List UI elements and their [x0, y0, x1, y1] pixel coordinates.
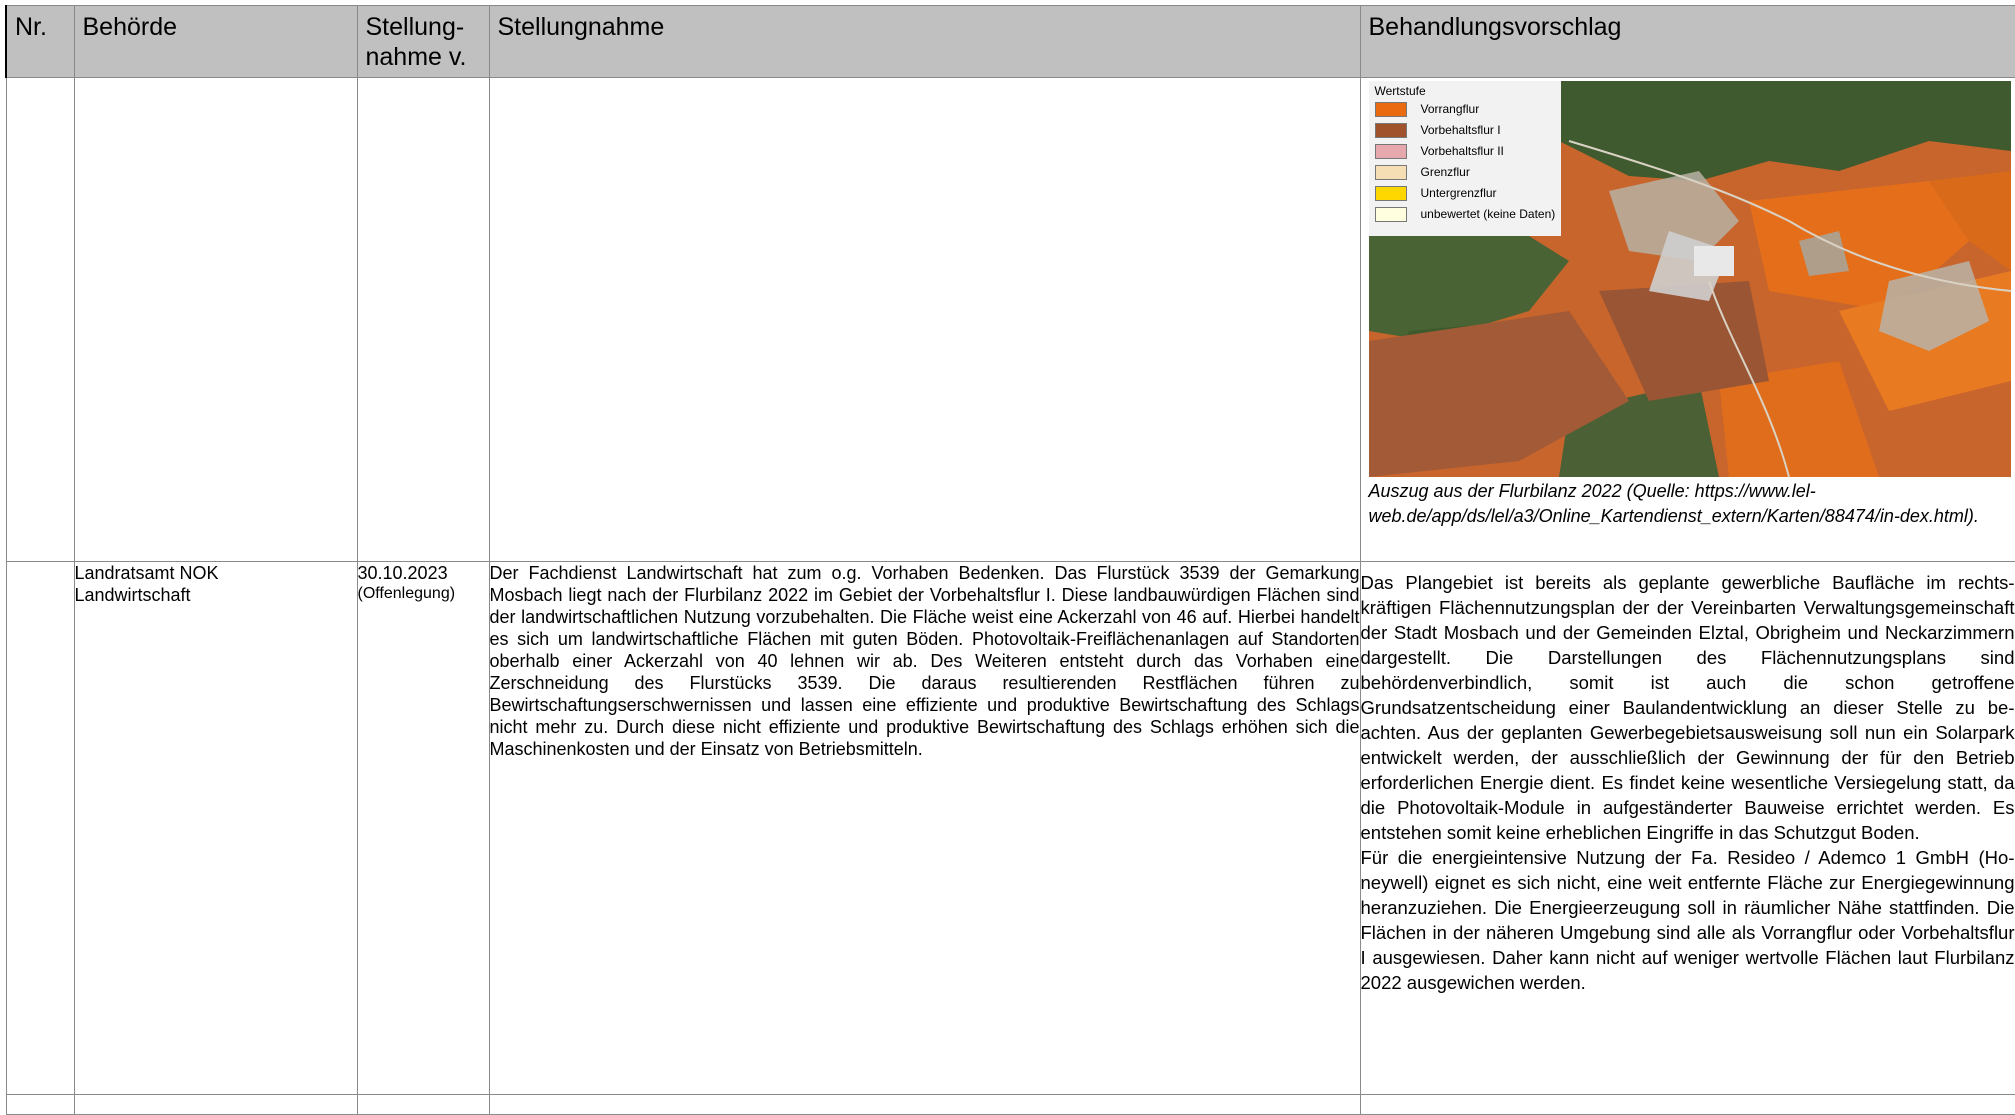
cell-nr — [6, 562, 74, 1095]
header-behoerde: Behörde — [74, 6, 357, 78]
cell-behandlungsvorschlag — [1360, 1095, 2015, 1115]
header-behandlungsvorschlag: Behandlungsvorschlag — [1360, 6, 2015, 78]
cell-nr — [6, 78, 74, 562]
table-row — [6, 78, 2015, 562]
map-legend — [1369, 81, 1561, 236]
legend-item-grenzflur — [1375, 162, 1561, 183]
legend-swatch — [1375, 186, 1407, 201]
datum-note: (Offenlegung) — [357, 585, 456, 602]
cell-behoerde — [74, 1095, 357, 1115]
cell-behandlungsvorschlag — [1360, 78, 2015, 562]
legend-swatch — [1375, 123, 1407, 138]
cell-datum — [357, 1095, 489, 1115]
legend-swatch — [1375, 102, 1407, 117]
legend-label: Vorbehaltsflur I — [1420, 123, 1501, 137]
cell-behoerde — [74, 78, 357, 562]
legend-item-vorrangflur — [1375, 99, 1561, 120]
vorschlag-paragraph-2: Für die energieintensive Nutzung der Fa. Resideo / Ademco 1 GmbH (Honeywell) eignet es sich nicht, eine weit entfernte Fläche zur Energiegewinnung heranzuziehen. Die Energieerzeugung soll in räumlicher Nähe stattfinden. Die Flächen in der näheren Umgebung sind alle als Vorrangflur oder Vorbehaltsflur I ausgewiesen. Daher kann nicht auf weniger wertvolle Flächen laut Flurbilanz 2022 ausgewichen werden. — [1360, 847, 2015, 993]
legend-label: Vorrangflur — [1420, 102, 1480, 116]
legend-item-unbewertet — [1375, 204, 1561, 225]
cell-stellungnahme — [489, 78, 1360, 562]
cell-datum — [357, 78, 489, 562]
legend-item-vorbehaltsflur-1 — [1375, 120, 1561, 141]
legend-label: unbewertet (keine Daten) — [1420, 207, 1556, 221]
table-row — [6, 562, 2015, 1095]
legend-swatch — [1375, 207, 1407, 222]
cell-nr — [6, 1095, 74, 1115]
table-header-row — [6, 6, 2015, 78]
flurbilanz-map-image — [1369, 81, 2011, 477]
vorschlag-paragraph-1: Das Plangebiet ist bereits als geplante gewerbliche Baufläche im rechtskräftigen Flächennutzungsplan der der Vereinbarten Verwaltungsgemeinschaft der Stadt Mosbach und der Gemeinden Elztal, Obrigheim und Neckarzimmern dargestellt. Die Darstellungen des Flächennutzungsplans sind behördenverbindlich, somit ist auch die schon getroffene Grundsatzentscheidung einer Baulandentwicklung an dieser Stelle zu beachten. Aus der geplanten Gewerbegebietsausweisung soll nun ein Solarpark entwickelt werden, der ausschließlich der Gewinnung der für den Betrieb erforderlichen Energie dient. Es findet keine wesentliche Versiegelung statt, da die Photovoltaik-Module in aufgeständerter Bauweise errichtet werden. Es entstehen somit keine erheblichen Eingriffe in das Schutzgut Boden. — [1360, 572, 2015, 843]
legend-label: Vorbehaltsflur II — [1420, 144, 1504, 158]
cell-datum — [357, 562, 489, 1095]
legend-title: Wertstufe — [1374, 84, 1426, 98]
cell-stellungnahme — [489, 1095, 1360, 1115]
legend-swatch — [1375, 144, 1407, 159]
legend-label: Grenzflur — [1420, 165, 1470, 179]
table-row — [6, 1095, 2015, 1115]
legend-swatch — [1375, 165, 1407, 180]
header-nr: Nr. — [6, 6, 74, 78]
legend-label: Untergrenzflur — [1420, 186, 1497, 200]
legend-item-vorbehaltsflur-2 — [1375, 141, 1561, 162]
cell-stellungnahme: Der Fachdienst Landwirtschaft hat zum o.g. Vorhaben Bedenken. Das Flurstück 3539 der Gemarkung Mosbach liegt nach der Flurbilanz 2022 im Gebiet der Vorbehaltsflur I. Diese landbauwürdigen Flächen sind der landwirtschaftlichen Nutzung vorzubehalten. Die Fläche weist eine Ackerzahl von 46 auf. Hierbei handelt es sich um landwirtschaftliche Flächen mit guten Böden. Photovoltaik-Freiflächenanlagen auf Standorten oberhalb einer Ackerzahl von 40 lehnen wir ab. Des Weiteren entsteht durch das Vorhaben eine Zerschneidung des Flurstücks 3539. Die daraus resultierenden Restflächen führen zu Bewirtschaftungserschwernissen und lassen eine effiziente und produktive Bewirtschaftung des Schlags nicht mehr zu. Durch diese nicht effiziente und produktive Bewirtschaftung des Schlags erhöhen sich die Maschinenkosten und der Einsatz von Betriebsmitteln. — [489, 562, 1360, 1095]
header-stellungnahme: Stellungnahme — [489, 6, 1360, 78]
map-caption: Auszug aus der Flurbilanz 2022 (Quelle: https://www.lel-web.de/app/ds/lel/a3/Online_Kartendienst_extern/Karten/88474/in-dex.html). — [1368, 481, 1979, 526]
cell-behoerde: Landratsamt NOK Landwirtschaft — [74, 562, 357, 1095]
cell-behandlungsvorschlag — [1360, 562, 2015, 1095]
stellungnahmen-table — [5, 5, 2015, 1115]
header-stellungnahme-datum: Stellung- nahme v. — [357, 6, 489, 78]
legend-item-untergrenzflur — [1375, 183, 1561, 204]
datum-value: 30.10.2023 — [357, 563, 448, 583]
